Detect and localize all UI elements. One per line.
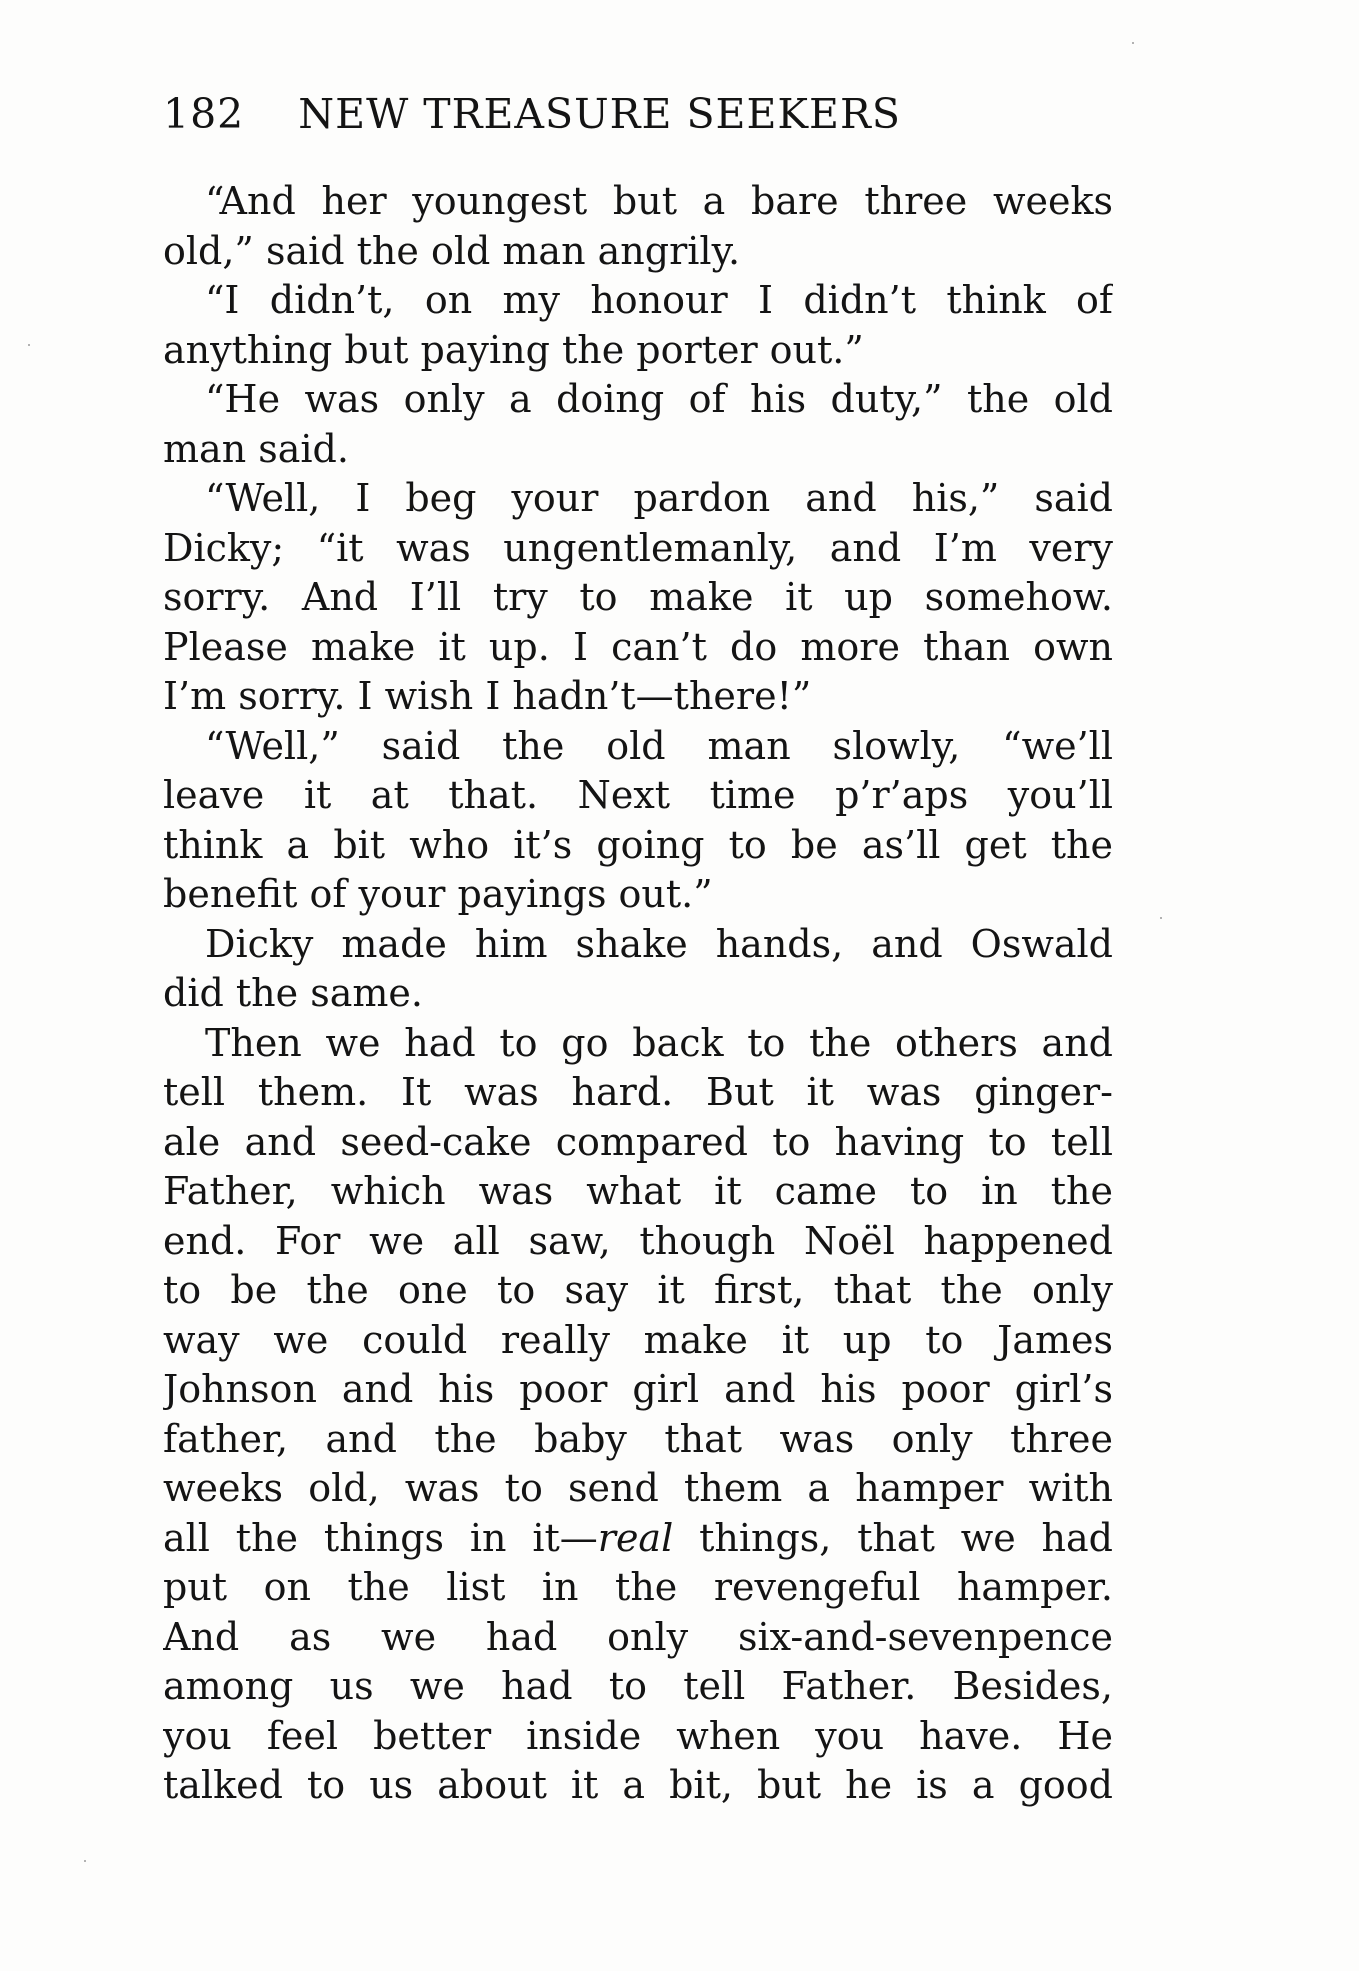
text-line: old,” said the old man angrily. [163, 228, 741, 273]
text-line: Then we had to go back to the others and [205, 1020, 1113, 1065]
text-line: you feel better inside when you have. He [163, 1713, 1113, 1758]
text-line: did the same. [163, 971, 423, 1015]
text-line: man said. [163, 426, 349, 471]
text-line: Dicky; “it was ungentlemanly, and I’m very [163, 525, 1113, 570]
paper-speck [84, 1860, 86, 1862]
text-line: among us we had to tell Father. Besides, [163, 1664, 1113, 1708]
text-line: anything but paying the porter out.” [163, 327, 864, 372]
text-line: all the things in it—real things, that we had [163, 1515, 1113, 1560]
text-line: ale and seed-cake compared to having to tell [163, 1119, 1113, 1164]
text-line: Please make it up. I can’t do more than own [163, 624, 1113, 669]
text-line: put on the list in the revengeful hamper. [163, 1565, 1113, 1609]
text-line: I’m sorry. I wish I hadn’t—there!” [163, 674, 812, 718]
text-line: end. For we all saw, though Noël happened [163, 1218, 1113, 1263]
body-text [163, 177, 1113, 1811]
text-line: benefit of your payings out.” [163, 872, 713, 916]
text-line: to be the one to say it first, that the only [163, 1268, 1113, 1312]
text-line: “Well,” said the old man slowly, “we’ll [205, 723, 1113, 768]
text-line: weeks old, was to send them a hamper with [163, 1466, 1113, 1510]
page-number: 182 [163, 90, 245, 138]
paper-speck [1160, 917, 1162, 919]
text-line: leave it at that. Next time p’r’aps you’ll [163, 773, 1113, 817]
text-line: think a bit who it’s going to be as’ll get the [163, 822, 1113, 867]
text-line: “And her youngest but a bare three weeks [205, 179, 1113, 223]
text-line: “Well, I beg your pardon and his,” said [205, 476, 1113, 520]
text-line: talked to us about it a bit, but he is a good [163, 1763, 1113, 1807]
text-line: And as we had only six-and-sevenpence [163, 1614, 1113, 1659]
text-line: father, and the baby that was only three [163, 1416, 1113, 1461]
text-line: Father, which was what it came to in the [163, 1169, 1113, 1213]
running-head [163, 84, 1113, 144]
text-line: sorry. And I’ll try to make it up somehow. [163, 575, 1113, 619]
text-line: tell them. It was hard. But it was ginger- [163, 1070, 1113, 1114]
text-line: way we could really make it up to James [163, 1317, 1113, 1362]
text-line: “He was only a doing of his duty,” the old [205, 377, 1113, 421]
text-line: Johnson and his poor girl and his poor girl’s [163, 1367, 1113, 1411]
book-title: NEW TREASURE SEEKERS [298, 90, 901, 138]
emphasis: real [597, 1515, 674, 1560]
text-line: “I didn’t, on my honour I didn’t think of [205, 278, 1113, 322]
paper-speck [1132, 42, 1134, 44]
paper-speck [28, 344, 30, 346]
text-line: Dicky made him shake hands, and Oswald [205, 921, 1113, 966]
